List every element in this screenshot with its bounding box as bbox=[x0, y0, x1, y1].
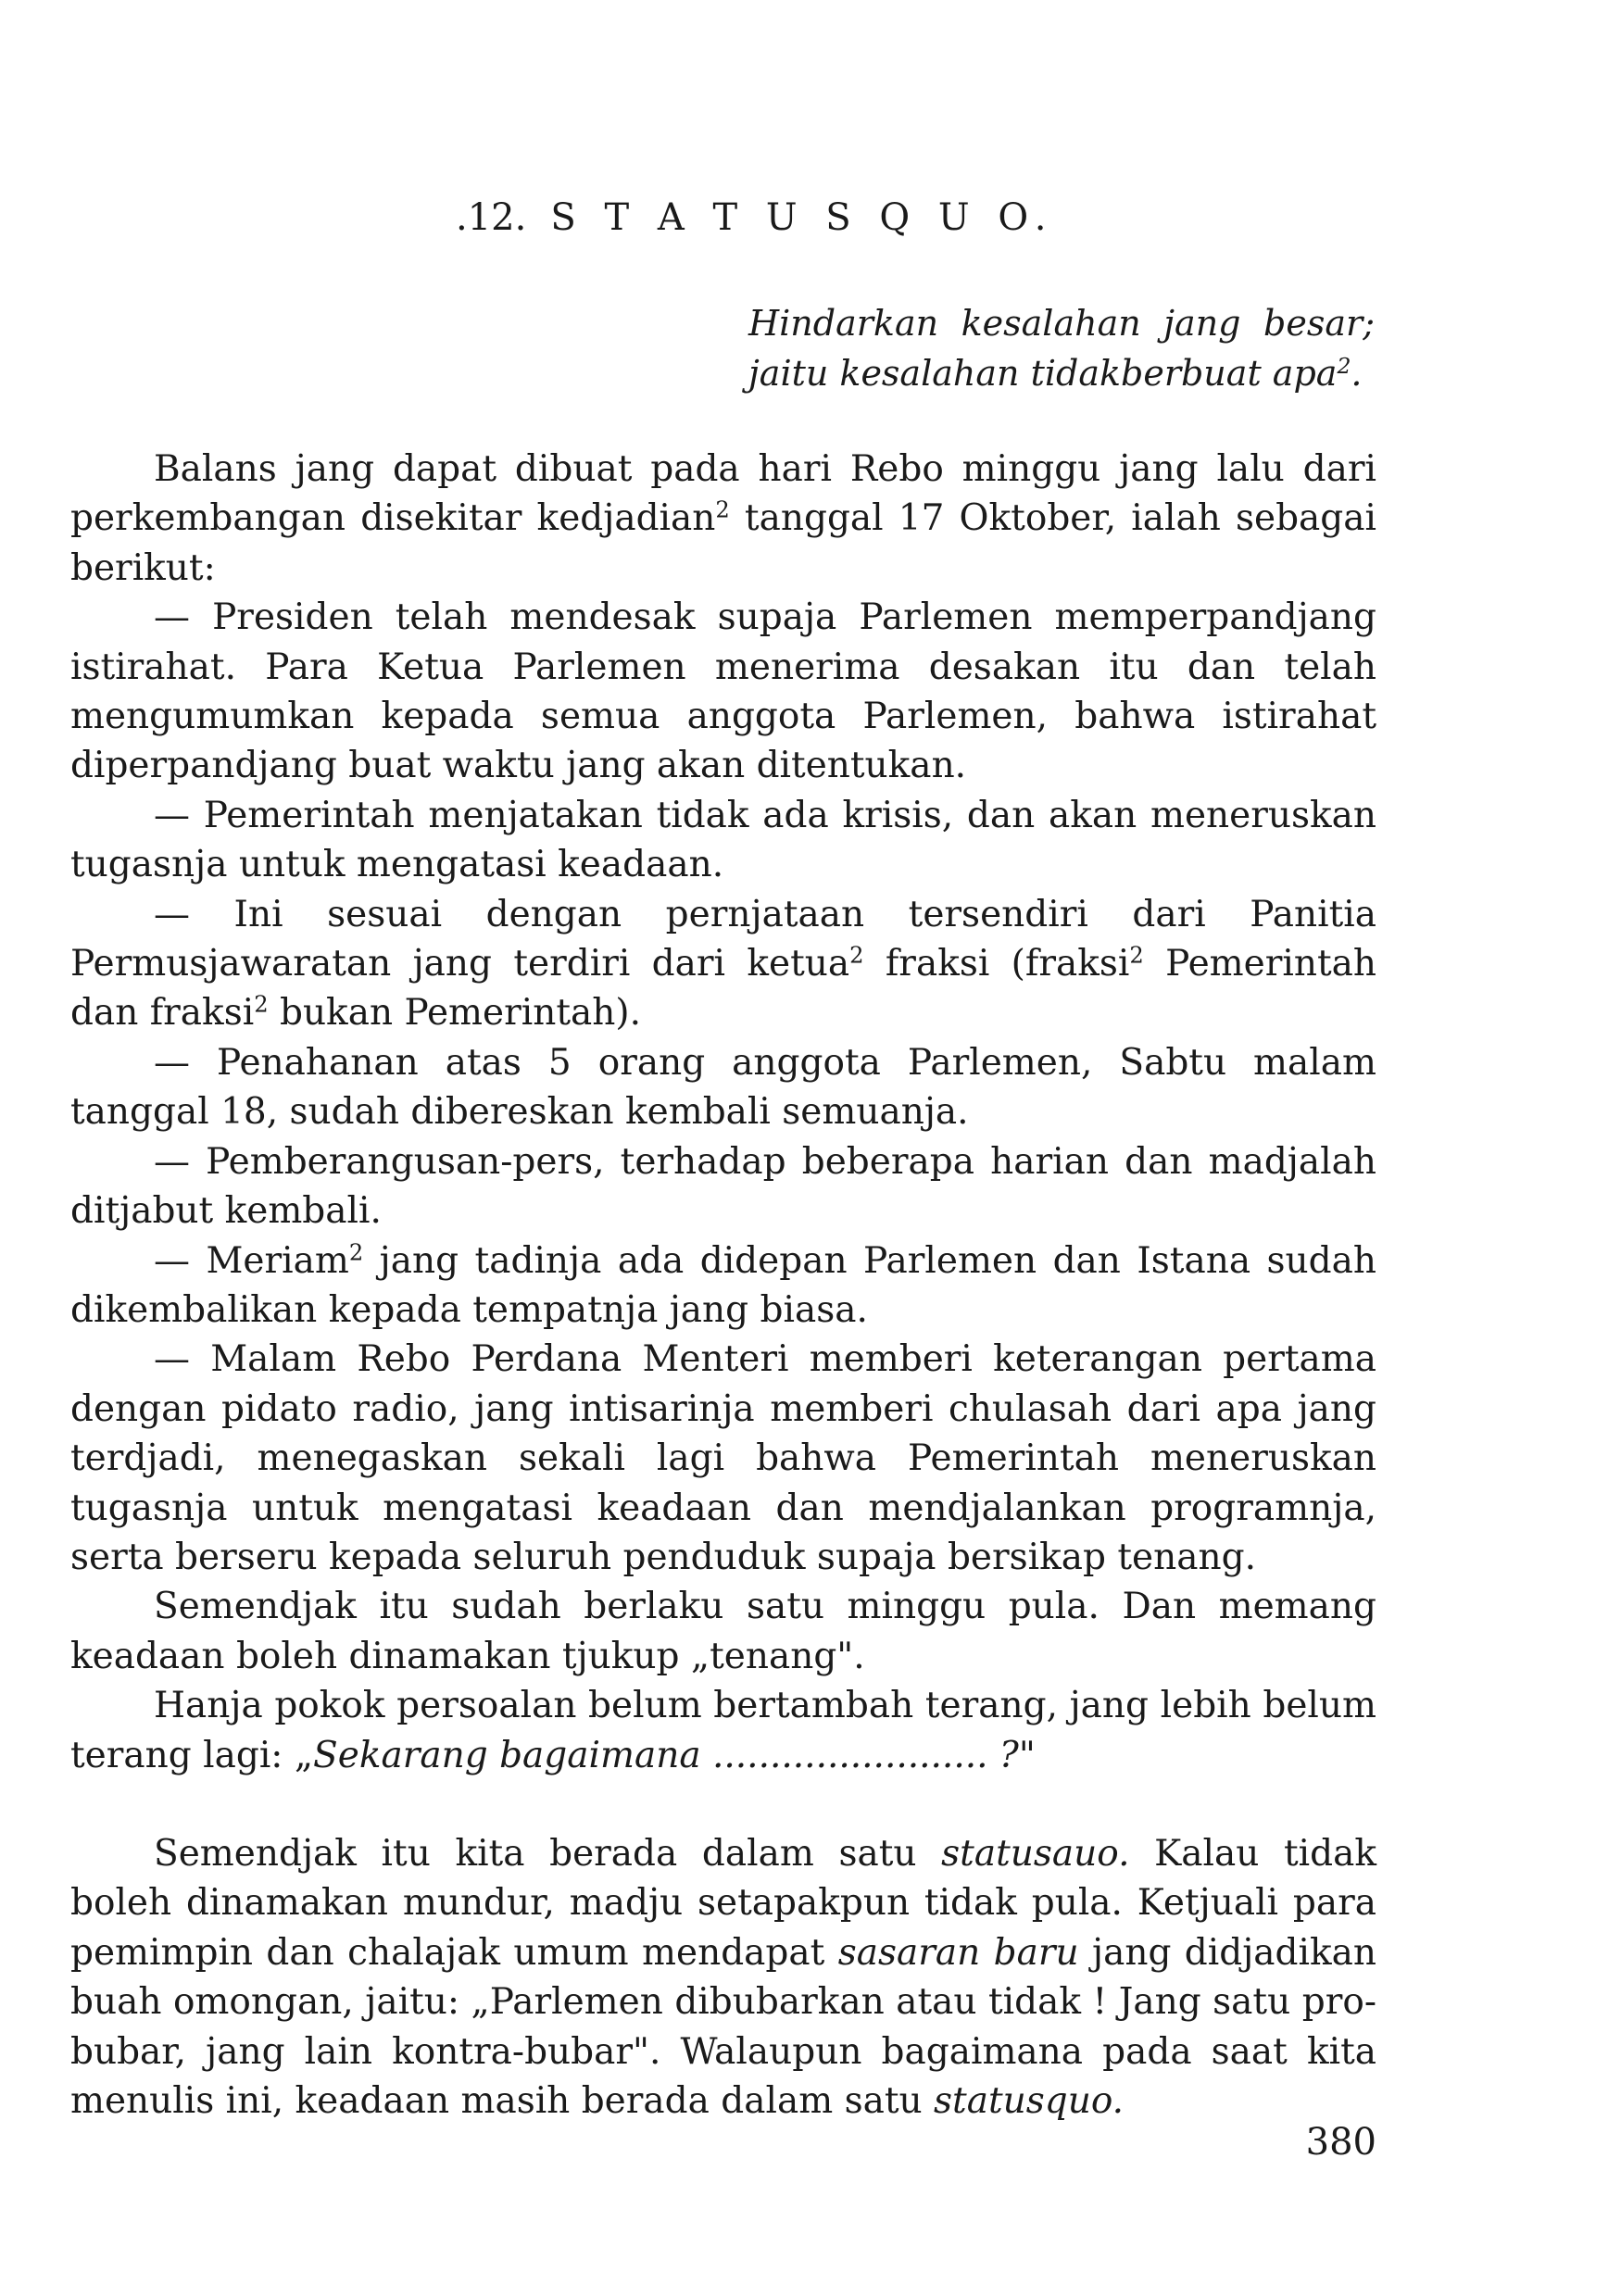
paragraph-intro-a: Balans jang dapat dibuat pada hari Rebo minggu jang lalu dari perkembangan disekitar kedjadian bbox=[70, 448, 1376, 540]
page-number: 380 bbox=[1305, 2121, 1376, 2164]
paragraph-question-italic: Sekarang bagaimana ........................ ? bbox=[313, 1734, 1019, 1776]
dash-item-detention: — Penahanan atas 5 orang anggota Parlemen, Sabtu malam tanggal 18, sudah dibereskan kembali semuanja. bbox=[70, 1041, 1376, 1134]
dash-item-committee-d: bukan Pemerintah). bbox=[268, 992, 641, 1035]
superscript: 2 bbox=[715, 497, 730, 524]
epigraph-line-2-end: . bbox=[1351, 353, 1363, 394]
paragraph-week: Semendjak itu sudah berlaku satu minggu pula. Dan memang keadaan boleh dinamakan tjukup „tenang". bbox=[70, 1586, 1376, 1677]
chapter-heading bbox=[456, 196, 1054, 239]
epigraph bbox=[748, 298, 1375, 398]
paragraph-statusquo-a: Semendjak itu kita berada dalam satu bbox=[154, 1832, 942, 1875]
paragraph-statusquo-b: Kalau tidak boleh dinamakan mundur, madju setapakpun tidak pula. Ketjuali para pemimpin dan chalajak umum mendapat bbox=[70, 1832, 1376, 1974]
dash-item-prime-minister: — Malam Rebo Perdana Menteri memberi keterangan pertama dengan pidato radio, jang intisarinja memberi chulasah dari apa jang terdjadi, menegaskan sekali lagi bahwa Pemerintah meneruskan tugasnja untuk mengatasi keadaan dan mendjalankan programnja, serta berseru kepada seluruh penduduk supaja bersikap tenang. bbox=[70, 1338, 1376, 1578]
epigraph-line-1: Hindarkan kesalahan jang besar; bbox=[748, 303, 1375, 344]
dash-item-government: — Pemerintah menjatakan tidak ada krisis, dan akan meneruskan tugasnja untuk mengatasi keadaan. bbox=[70, 794, 1376, 886]
dash-item-cannons bbox=[70, 1236, 1376, 1336]
italic-term: statusauo. bbox=[941, 1832, 1130, 1875]
dash-item-committee bbox=[70, 890, 1376, 1038]
superscript: 2 bbox=[1129, 942, 1144, 969]
paragraph-statusquo-c: jang didjadikan buah omongan, jaitu: „Parlemen dibubarkan atau tidak ! Jang satu pro-bubar, jang lain kontra-bubar". Walaupun bagaimana pada saat kita menulis ini, keadaan masih berada dalam satu bbox=[70, 1931, 1376, 2122]
dash-item-committee-c: Pemerintah dan fraksi bbox=[70, 943, 1376, 1035]
dash-item-committee-a: — Ini sesuai dengan pernjataan tersendiri dari Panitia Permusjawaratan jang terdiri dari ketua bbox=[70, 893, 1376, 985]
superscript: 2 bbox=[348, 1239, 364, 1266]
superscript: 2 bbox=[254, 992, 269, 1019]
chapter-number: .12. bbox=[456, 196, 527, 239]
dash-item-committee-b: fraksi (fraksi bbox=[863, 943, 1130, 985]
paragraph-question bbox=[70, 1681, 1376, 1780]
epigraph-line-2 bbox=[748, 348, 1375, 398]
paragraph-question-b: " bbox=[1018, 1734, 1036, 1776]
paragraph-statusquo bbox=[70, 1829, 1376, 2126]
body-text bbox=[70, 445, 1376, 2126]
epigraph-line-2-text: jaitu kesalahan tidakberbuat apa bbox=[748, 353, 1338, 394]
dash-item-cannons-b: jang tadinja ada didepan Parlemen dan Istana sudah dikembalikan kepada tempatnja jang biasa. bbox=[70, 1239, 1377, 1331]
paragraph-intro bbox=[70, 445, 1376, 593]
dash-item-president: — Presiden telah mendesak supaja Parlemen memperpandjang istirahat. Para Ketua Parlemen menerima desakan itu dan telah mengumumkan kepada semua anggota Parlemen, bahwa istirahat diperpandjang buat waktu jang akan ditentukan. bbox=[70, 596, 1376, 787]
paragraph-question-a: Hanja pokok persoalan belum bertambah terang, jang lebih belum terang lagi: „ bbox=[70, 1685, 1376, 1776]
chapter-title: S T A T U S Q U O. bbox=[550, 196, 1055, 239]
epigraph-superscript: 2 bbox=[1337, 353, 1351, 380]
italic-term: sasaran baru bbox=[837, 1931, 1079, 1974]
dash-item-cannons-a: — Meriam bbox=[154, 1239, 349, 1282]
paragraph-intro-b: tanggal 17 Oktober, ialah sebagai berikut: bbox=[70, 497, 1376, 589]
superscript: 2 bbox=[849, 942, 864, 969]
italic-term: statusquo. bbox=[934, 2080, 1125, 2122]
dash-item-press: — Pemberangusan-pers, terhadap beberapa harian dan madjalah ditjabut kembali. bbox=[70, 1140, 1376, 1233]
